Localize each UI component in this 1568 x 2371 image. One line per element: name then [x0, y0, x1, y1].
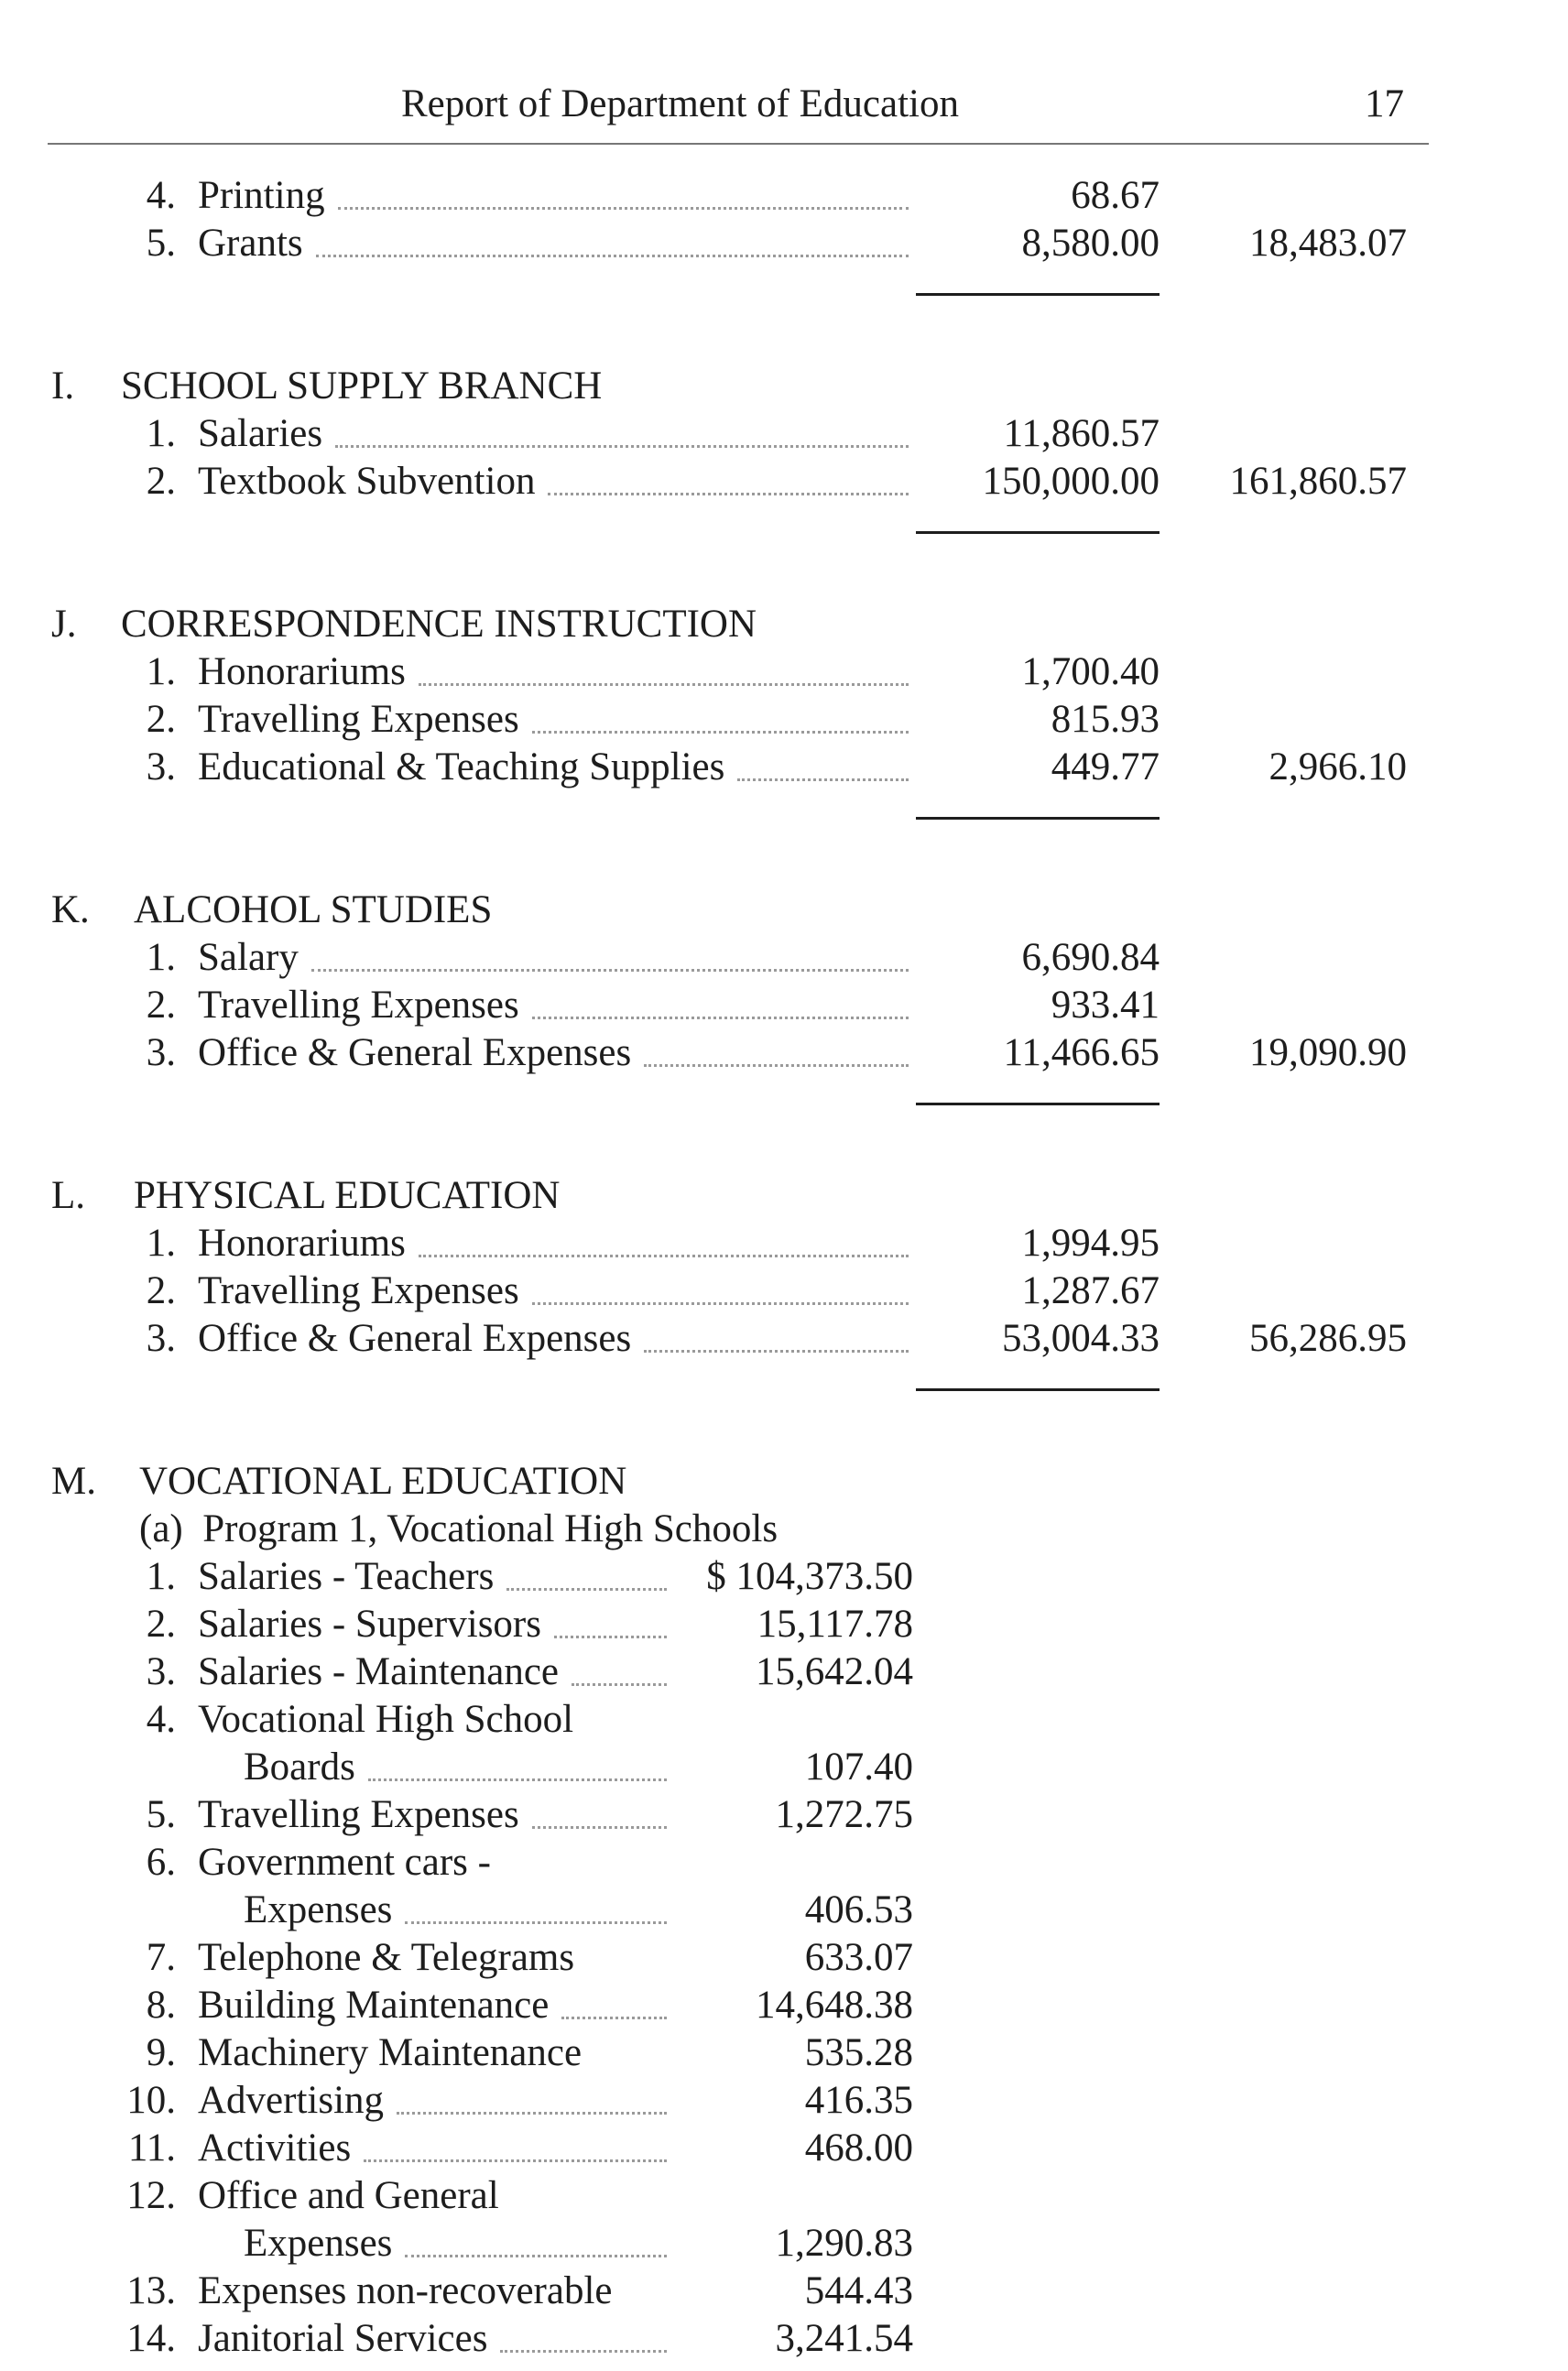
- item-number: 3.: [146, 1650, 176, 1693]
- leader-dots: [644, 1350, 909, 1353]
- item-number: 2.: [146, 1603, 176, 1646]
- subtotal-rule: [916, 293, 1160, 296]
- item-number: 2.: [146, 1269, 176, 1312]
- item-label: Travelling Expenses: [198, 984, 519, 1027]
- item-label: Salaries: [198, 412, 323, 455]
- item-amount: $ 104,373.50: [706, 1555, 913, 1598]
- item-number: 10.: [126, 2079, 176, 2122]
- section-total: 56,286.95: [1249, 1317, 1407, 1360]
- leader-dots: [532, 1302, 909, 1305]
- section-letter: L.: [51, 1174, 86, 1217]
- item-number: 6.: [146, 1841, 176, 1884]
- item-number: 11.: [127, 2126, 176, 2170]
- item-number: 4.: [146, 174, 176, 217]
- item-label-continued: Expenses: [244, 1888, 393, 1931]
- item-amount: 11,860.57: [1003, 412, 1160, 455]
- item-amount: 14,648.38: [756, 1984, 913, 2027]
- leader-dots: [316, 255, 909, 257]
- section-letter: J.: [51, 603, 77, 646]
- leader-dots: [405, 2255, 667, 2257]
- leader-dots: [419, 683, 909, 686]
- item-amount: 1,272.75: [775, 1793, 913, 1836]
- item-label: Printing: [198, 174, 325, 217]
- leader-dots: [397, 2112, 667, 2115]
- section-total: 19,090.90: [1249, 1031, 1407, 1074]
- item-number: 1.: [146, 1555, 176, 1598]
- item-amount: 544.43: [804, 2269, 913, 2312]
- item-number: 12.: [126, 2174, 176, 2217]
- item-amount: 1,290.83: [775, 2222, 913, 2265]
- item-number: 2.: [146, 460, 176, 503]
- item-amount: 150,000.00: [982, 460, 1160, 503]
- item-amount: 6,690.84: [1021, 936, 1160, 979]
- item-label: Janitorial Services: [198, 2317, 488, 2360]
- item-label: Office and General: [198, 2174, 499, 2217]
- leader-dots: [335, 445, 909, 448]
- item-amount: 8,580.00: [1021, 222, 1160, 265]
- item-label: Office & General Expenses: [198, 1317, 632, 1360]
- item-number: 5.: [146, 222, 176, 265]
- section-letter: M.: [51, 1460, 96, 1503]
- item-label: Office & General Expenses: [198, 1031, 632, 1074]
- item-number: 14.: [126, 2317, 176, 2360]
- item-label: Government cars -: [198, 1841, 491, 1884]
- item-number: 1.: [146, 936, 176, 979]
- item-amount: 933.41: [1051, 984, 1160, 1027]
- item-number: 2.: [146, 984, 176, 1027]
- leader-dots: [338, 207, 909, 210]
- leader-dots: [364, 2159, 667, 2162]
- section-title: ALCOHOL STUDIES: [134, 888, 493, 931]
- item-label: Salaries - Maintenance: [198, 1650, 559, 1693]
- item-label-continued: Expenses: [244, 2222, 393, 2265]
- item-label-continued: Boards: [244, 1746, 355, 1789]
- item-amount: 11,466.65: [1003, 1031, 1160, 1074]
- item-number: 9.: [146, 2031, 176, 2074]
- item-label: Travelling Expenses: [198, 1269, 519, 1312]
- subtotal-rule: [916, 817, 1160, 820]
- item-amount: 68.67: [1071, 174, 1160, 217]
- section-total: 2,966.10: [1269, 745, 1407, 789]
- item-label: Salary: [198, 936, 299, 979]
- item-label: Building Maintenance: [198, 1984, 550, 2027]
- item-number: 1.: [146, 650, 176, 693]
- page-number: 17: [1365, 82, 1404, 125]
- leader-dots: [419, 1255, 909, 1257]
- program-heading: (a) Program 1, Vocational High Schools: [139, 1507, 779, 1550]
- section-letter: K.: [51, 888, 90, 931]
- section-letter: I.: [51, 364, 75, 408]
- leader-dots: [737, 778, 909, 781]
- leader-dots: [548, 493, 909, 495]
- item-amount: 633.07: [804, 1936, 913, 1979]
- page-title: Report of Department of Education: [401, 82, 959, 125]
- item-amount: 535.28: [804, 2031, 913, 2074]
- section-title: CORRESPONDENCE INSTRUCTION: [121, 603, 757, 646]
- section-total: 161,860.57: [1229, 460, 1407, 503]
- item-amount: 1,700.40: [1021, 650, 1160, 693]
- item-label: Advertising: [198, 2079, 385, 2122]
- item-label: Vocational High School: [198, 1698, 574, 1741]
- item-amount: 406.53: [804, 1888, 913, 1931]
- item-amount: 1,994.95: [1021, 1222, 1160, 1265]
- subtotal-rule: [916, 531, 1160, 534]
- item-label: Honorariums: [198, 1222, 406, 1265]
- leader-dots: [644, 1064, 909, 1067]
- item-label: Travelling Expenses: [198, 698, 519, 741]
- section-title: PHYSICAL EDUCATION: [134, 1174, 561, 1217]
- section-title: SCHOOL SUPPLY BRANCH: [121, 364, 603, 408]
- item-label: Travelling Expenses: [198, 1793, 519, 1836]
- item-amount: 416.35: [804, 2079, 913, 2122]
- item-label: Machinery Maintenance: [198, 2031, 583, 2074]
- item-number: 1.: [146, 1222, 176, 1265]
- item-number: 3.: [146, 1031, 176, 1074]
- item-label: Educational & Teaching Supplies: [198, 745, 725, 789]
- item-amount: 815.93: [1051, 698, 1160, 741]
- item-amount: 3,241.54: [775, 2317, 913, 2360]
- item-number: 2.: [146, 698, 176, 741]
- header-rule: [48, 143, 1429, 145]
- item-label: Activities: [198, 2126, 352, 2170]
- leader-dots: [405, 1921, 667, 1924]
- leader-dots: [368, 1778, 667, 1781]
- item-label: Telephone & Telegrams: [198, 1936, 575, 1979]
- item-amount: 53,004.33: [1002, 1317, 1160, 1360]
- item-amount: 15,642.04: [756, 1650, 913, 1693]
- item-number: 5.: [146, 1793, 176, 1836]
- leader-dots: [532, 1017, 909, 1019]
- item-number: 3.: [146, 1317, 176, 1360]
- item-number: 13.: [126, 2269, 176, 2312]
- section-title: VOCATIONAL EDUCATION: [139, 1460, 627, 1503]
- item-number: 1.: [146, 412, 176, 455]
- leader-dots: [311, 969, 909, 972]
- item-amount: 15,117.78: [757, 1603, 913, 1646]
- item-label: Salaries - Teachers: [198, 1555, 495, 1598]
- item-label: Expenses non-recoverable: [198, 2269, 613, 2312]
- item-amount: 449.77: [1051, 745, 1160, 789]
- item-number: 7.: [146, 1936, 176, 1979]
- item-label: Grants: [198, 222, 303, 265]
- item-number: 4.: [146, 1698, 176, 1741]
- subtotal-rule: [916, 1103, 1160, 1105]
- item-amount: 1,287.67: [1021, 1269, 1160, 1312]
- subtotal-rule: [916, 1388, 1160, 1391]
- section-total: 18,483.07: [1249, 222, 1407, 265]
- item-label: Honorariums: [198, 650, 406, 693]
- item-number: 3.: [146, 745, 176, 789]
- item-label: Salaries - Supervisors: [198, 1603, 541, 1646]
- leader-dots: [532, 731, 909, 734]
- item-amount: 107.40: [804, 1746, 913, 1789]
- item-label: Textbook Subvention: [198, 460, 536, 503]
- item-number: 8.: [146, 1984, 176, 2027]
- item-amount: 468.00: [804, 2126, 913, 2170]
